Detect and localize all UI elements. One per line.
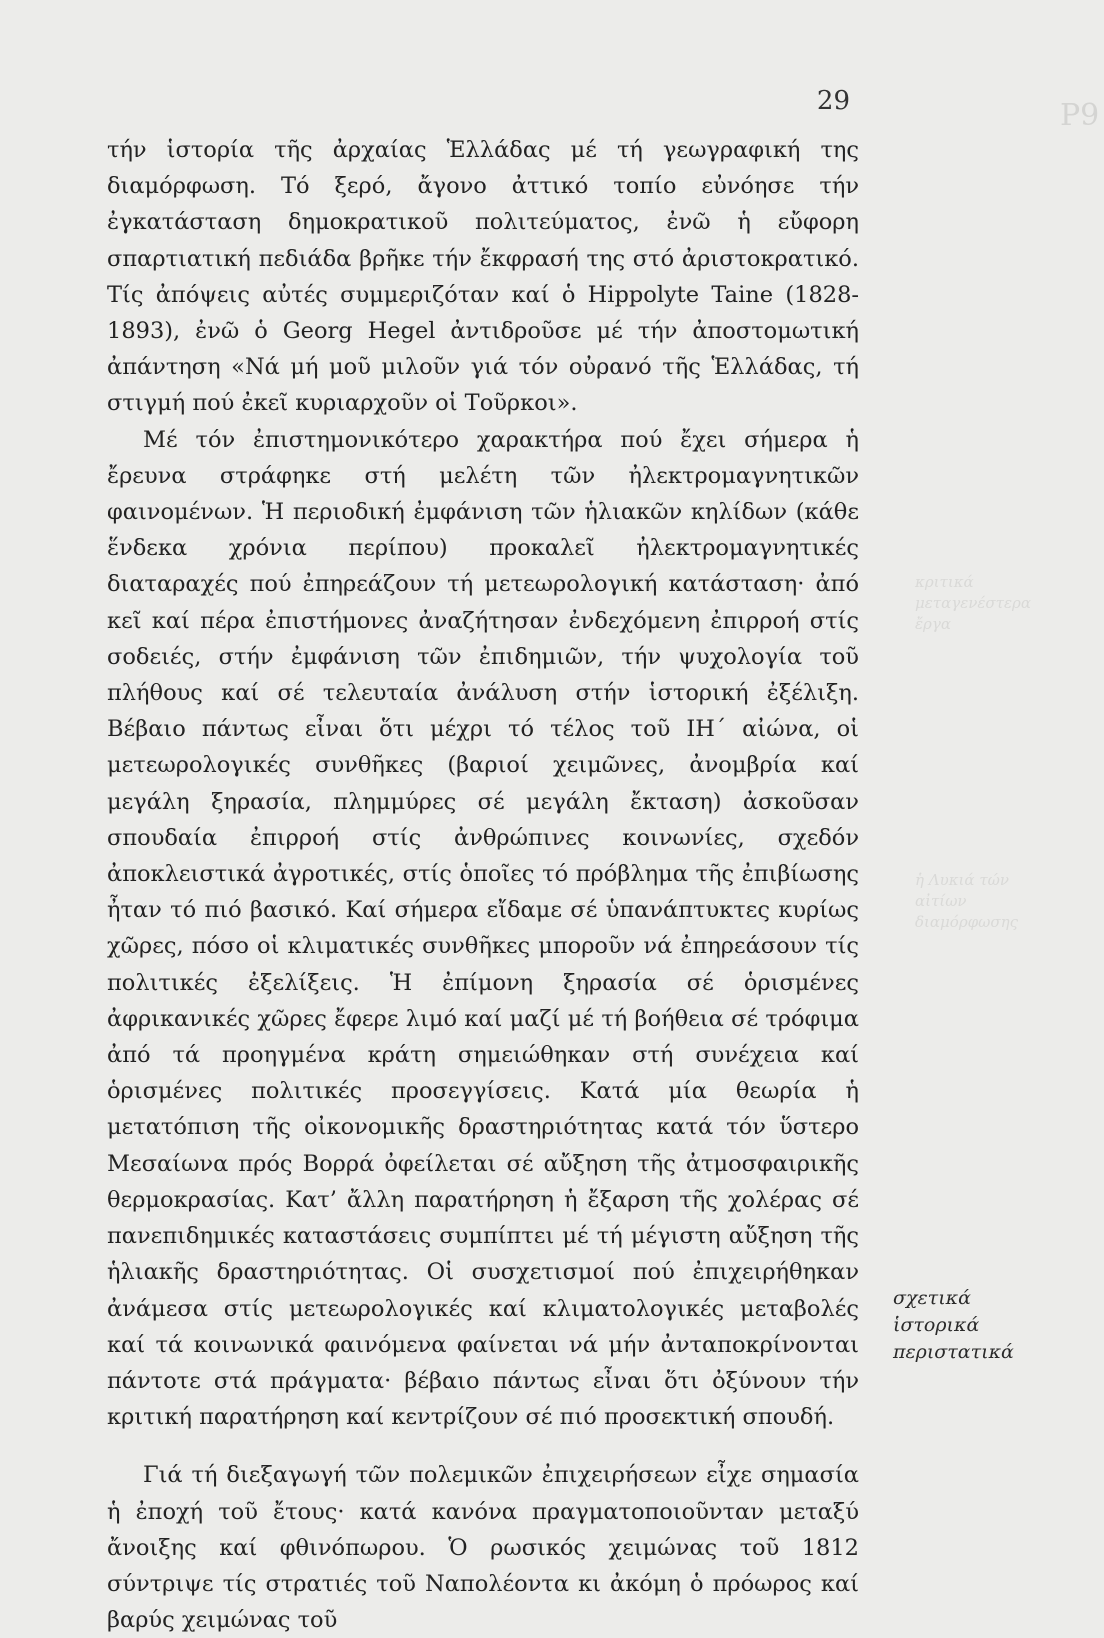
paragraph-3: Γιά τή διεξαγωγή τῶν πολεμικῶν ἐπιχειρήσεων εἶχε σημασία ἡ ἐποχή τοῦ ἔτους· κατά κανόνα πραγματοποιοῦνταν μεταξύ ἄνοιξης καί φθινόπωρου. Ὁ ρωσικός χειμώνας τοῦ 1812 σύντριψε τίς στρατιές τοῦ Ναπολέοντα κι ἀκόμη ὁ πρόωρος καί βαρύς χειμώνας τοῦ xyxy=(107,1462,859,1634)
margin-note-line-2: ἱστορικά xyxy=(893,1314,980,1336)
margin-note xyxy=(893,1285,1083,1366)
margin-note-line-1: σχετικά xyxy=(893,1287,971,1309)
bleed-through-margin-note-1: κριτικά μεταγενέστερα ἔργα xyxy=(915,573,1031,633)
margin-note-line-3: περιστατικά xyxy=(893,1341,1014,1363)
paragraph-2: Μέ τόν ἐπιστημονικότερο χαρακτήρα πού ἔχει σήμερα ἡ ἔρευνα στράφηκε στή μελέτη τῶν ἠλεκτρομαγνητικῶν φαινομένων. Ἡ περιοδική ἐμφάνιση τῶν ἡλιακῶν κηλίδων (κάθε ἕνδεκα χρόνια περίπου) προκαλεῖ ἠλεκτρομαγνητικές διαταραχές πού ἐπηρεάζουν τή μετεωρολογική κατάσταση· ἀπό κεῖ καί πέρα ἐπιστήμονες ἀναζήτησαν ἐνδεχόμενη ἐπιρροή στίς σοδειές, στήν ἐμφάνιση τῶν ἐπιδημιῶν, τήν ψυχολογία τοῦ πλήθους καί σέ τελευταία ἀνάλυση στήν ἱστορική ἐξέλιξη. Βέβαιο πάντως εἶναι ὅτι μέχρι τό τέλος τοῦ ΙΗ΄ αἰώνα, οἱ μετεωρολογικές συνθῆκες (βαριοί χειμῶνες, ἀνομβρία καί μεγάλη ξηρασία, πλημμύρες σέ μεγάλη ἔκταση) ἀσκοῦσαν σπουδαία ἐπιρροή στίς ἀνθρώπινες κοινωνίες, σχεδόν ἀποκλειστικά ἀγροτικές, στίς ὁποῖες τό πρόβλημα τῆς ἐπιβίωσης ἦταν τό πιό βασικό. Καί σήμερα εἴδαμε σέ ὑπανάπτυκτες κυρίως χῶρες, πόσο οἱ κλιματικές συνθῆκες μποροῦν νά ἐπηρεάσουν τίς πολιτικές ἐξελίξεις. Ἡ ἐπίμονη ξηρασία σέ ὁρισμένες ἀφρικανικές χῶρες ἔφερε λιμό καί μαζί μέ τή βοήθεια σέ τρόφιμα ἀπό τά προηγμένα κράτη σημειώθηκαν στή συνέχεια καί ὁρισμένες πολιτικές προσεγγίσεις. Κατά μία θεωρία ἡ μετατόπιση τῆς οἰκονομικῆς δραστηριότητας κατά τόν ὕστερο Μεσαίωνα πρός Βορρά ὀφείλεται σέ αὔξηση τῆς ἀτμοσφαιρικῆς θερμοκρασίας. Κατ’ ἄλλη παρατήρηση ἡ ἔξαρση τῆς χολέρας σέ πανεπιδημικές καταστάσεις συμπίπτει μέ τή μέγιστη αὔξηση τῆς ἡλιακῆς δραστηριότητας. Οἱ συσχετισμοί πού ἐπιχειρήθηκαν ἀνάμεσα στίς μετεωρολογικές καί κλιματολογικές μεταβολές καί τά κοινωνικά φαινόμενα φαίνεται νά μήν ἀνταποκρίνονται πάντοτε στά πράγματα· βέβαιο πάντως εἶναι ὅτι ὀξύνουν τήν κριτική παρατήρηση καί κεντρίζουν σέ πιό προσεκτική σπουδή. xyxy=(107,426,859,1431)
body-text xyxy=(107,132,859,1638)
bleed-through-margin-note-2: ἡ Λυκιά τών αἰτίων διαμόρφωσης xyxy=(915,871,1019,931)
paragraph-1: τήν ἱστορία τῆς ἀρχαίας Ἑλλάδας μέ τή γεωγραφική της διαμόρφωση. Τό ξερό, ἄγονο ἀττικό τοπίο εὐνόησε τήν ἐγκατάσταση δημοκρατικοῦ πολιτεύματος, ἐνῶ ἡ εὔφορη σπαρτιατική πεδιάδα βρῆκε τήν ἔκφρασή της στό ἀριστοκρατικό. Τίς ἀπόψεις αὐτές συμμεριζόταν καί ὁ Hippolyte Taine (1828-1893), ἐνῶ ὁ Georg Hegel ἀντιδροῦσε μέ τήν ἀποστομωτική ἀπάντηση «Νά μή μοῦ μιλοῦν γιά τόν οὐρανό τῆς Ἑλλάδας, τή στιγμή πού ἐκεῖ κυριαρχοῦν οἱ Τοῦρκοι». xyxy=(107,137,859,417)
bleed-through-page-number: P9 xyxy=(1060,98,1100,133)
page-number: 29 xyxy=(816,86,850,116)
